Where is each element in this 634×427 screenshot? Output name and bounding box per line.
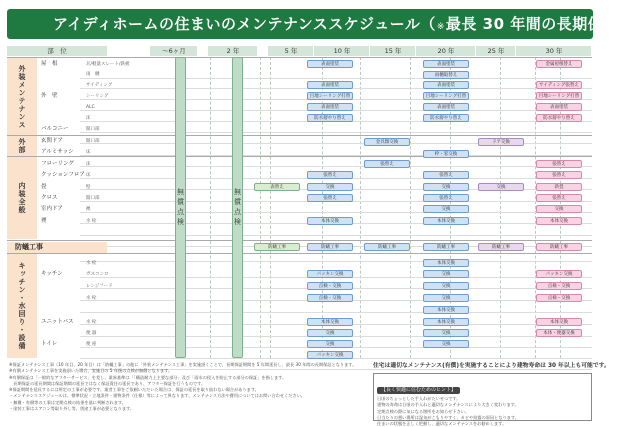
warranty-hints-box	[373, 373, 592, 427]
category-label: 外部	[18, 138, 26, 154]
detail-label: 便 器	[86, 331, 97, 336]
detail-label: 瓦/軽量スレート/鉄板	[86, 62, 130, 67]
task-cell: 本体交換	[423, 306, 469, 314]
header-year-label: 25 年	[487, 47, 505, 55]
subcategory-label: ユニットバス	[41, 319, 74, 325]
task-cell: パッキン交換	[536, 270, 582, 278]
task-cell: 金属屋根替え	[536, 60, 582, 68]
task-cell: 表面塗装	[307, 103, 353, 111]
warranty-hint: 建物の寿命は日頃の手入れと適切なメンテナンスにより大きく変わります。	[377, 402, 519, 408]
detail-label: ガスコンロ	[86, 272, 109, 277]
warranty-hint: 定期点検の際に気になる箇所をお知らせ下さい。	[377, 408, 470, 414]
header-year-label: 5 年	[284, 47, 298, 55]
task-cell: 防水層やり替え	[423, 114, 469, 122]
detail-label: 壁	[86, 185, 91, 190]
warranty-hint: 日頃のちょっとした手入れがたいせつです。	[377, 396, 461, 401]
task-cell: 張替え	[536, 160, 582, 168]
task-cell: 張替え	[536, 171, 582, 179]
termite-category-label: 防蟻工事	[7, 242, 107, 253]
task-cell: 本体・便器交換	[536, 329, 582, 337]
task-cell: 表面塗装	[307, 60, 353, 68]
task-cell: 本体交換	[307, 217, 353, 225]
header-year-label: 20 年	[437, 47, 455, 55]
detail-label: サイディング	[86, 83, 113, 88]
group-divider	[7, 240, 592, 241]
task-cell: 新畳	[536, 183, 582, 191]
subcategory-label: 畳	[41, 184, 47, 190]
task-cell: 表替え	[254, 183, 300, 191]
task-cell: 雨樋取替え	[423, 71, 469, 79]
task-cell: 点検・交換	[536, 282, 582, 290]
task-cell: 点検・交換	[307, 294, 353, 302]
task-cell: 防水層やり替え	[307, 114, 353, 122]
detail-label: 開口部	[86, 139, 100, 144]
task-cell: 点検・交換	[536, 294, 582, 302]
detail-label: 開口部	[86, 127, 100, 132]
task-cell: 防蟻工事	[478, 243, 524, 251]
task-cell: 防蟻工事	[423, 243, 469, 251]
task-cell: 防蟻工事	[307, 243, 353, 251]
subcategory-label: フローリング	[41, 161, 74, 167]
task-cell: 本体交換	[536, 318, 582, 326]
detail-label: 水 栓	[86, 320, 97, 325]
task-cell: 張替え	[423, 171, 469, 179]
subcategory-label: キッチン	[41, 271, 63, 277]
header-year-label: 2 年	[226, 47, 240, 55]
detail-label: 水 栓	[86, 261, 97, 266]
task-cell: 枠・窓交換	[423, 150, 469, 158]
warranty-panel	[373, 362, 610, 427]
category-label: 内装全般	[18, 182, 26, 214]
subcategory-label: 玄関ドア	[41, 138, 63, 144]
header-year-label: 15 年	[384, 47, 402, 55]
task-cell: 張替え	[307, 194, 353, 202]
task-cell: 表面塗装	[423, 103, 469, 111]
footnote: ※保証メンテナンス工事（10 年目、20 年目）は「防蟻工事」の他に「外装メンテナンス工事」を実施頂くことで、長期保証期間を 5 年間延長し、最長 30 年間の長期保証となります。	[9, 362, 357, 367]
footnote: ・塗装工事はエアコン等取り外し等、別途工事が必要となります。	[9, 406, 135, 412]
task-cell: 交換	[423, 183, 469, 191]
detail-label: 水 栓	[86, 296, 97, 301]
task-cell: 交換	[423, 270, 469, 278]
checkup-bar-6-months: 無償点検	[175, 57, 186, 358]
detail-label: 床	[86, 116, 91, 121]
footnotes	[9, 362, 364, 412]
subcategory-label: クロス	[41, 195, 58, 201]
subcategory-label: 外 壁	[41, 93, 58, 99]
task-cell: 交換	[307, 329, 353, 337]
task-cell: 防蟻工事	[536, 243, 582, 251]
table-row	[80, 225, 592, 236]
table-row	[80, 122, 592, 133]
task-cell: 交換	[423, 329, 469, 337]
detail-label: 雨 樋	[86, 72, 100, 77]
category-label: 外装メンテナンス	[18, 64, 26, 129]
subcategory-label: 襖	[41, 218, 47, 224]
warranty-hint: 日当たりの悪い場所は湿気がこもりやすく、カビや結露の原因となります。	[377, 414, 519, 420]
footnote: 長期保証の延長期間は保証期間の延長ではなく保証責任の延長であり、アフター保証を行うものです。	[9, 380, 206, 386]
detail-label: 床	[86, 162, 91, 167]
task-cell: 目地シーリング打替	[536, 92, 582, 100]
subcategory-label: トイレ	[41, 341, 58, 347]
footnote: ・無償・有償等の工事は定期点検の結果を基に判断されます。	[9, 399, 126, 405]
detail-label: ALC	[86, 105, 95, 110]
title-suffix: 最長 30 年間の長期保証）	[445, 15, 634, 33]
task-cell: 本体交換	[423, 318, 469, 326]
footnote: ※有償保証は「一般的なアフターサービス」を差し、業界基準は「「構造耐力上主要な部分」及び「雨水の侵入を防止する部分の保証」を指します。	[9, 374, 287, 380]
task-cell: 表面塗装	[536, 103, 582, 111]
detail-label: 床	[86, 173, 91, 178]
task-cell: 交換	[307, 183, 353, 191]
task-cell: 防蟻工事	[364, 243, 410, 251]
detail-label: 床	[86, 150, 91, 155]
task-cell: 交換	[478, 183, 524, 191]
group-divider	[7, 253, 592, 254]
title-asterisk: ※	[436, 22, 445, 32]
category-label: キッチン・水回り・設備	[18, 262, 26, 350]
footnote: ・メンテナンススケジュールは、標準状況・立地条件・建物条件（仕様）等によって異なります。メンテナンス方法や費用についてはお問い合わせください。	[9, 393, 305, 399]
page-title	[7, 9, 634, 39]
task-cell: 表面塗装	[423, 60, 469, 68]
detail-label: シーリング	[86, 94, 109, 99]
task-cell: 張替え	[364, 160, 410, 168]
task-cell: 交換	[423, 282, 469, 290]
task-cell: 本体交換	[307, 318, 353, 326]
detail-label: レンジフード	[86, 284, 113, 289]
title-prefix: アイディホームの住まいのメンテナンススケジュール（	[53, 15, 436, 33]
task-cell: 交換	[423, 294, 469, 302]
task-cell: 防水層やり替え	[536, 114, 582, 122]
detail-label: 襖	[86, 207, 91, 212]
checkup-bar-2-years: 無償点検	[232, 57, 243, 358]
task-cell: 本体交換	[423, 259, 469, 267]
task-cell: サイディング張替え	[536, 81, 582, 89]
subcategory-label: クッションフロア	[41, 172, 85, 178]
task-cell: 点検・交換	[307, 282, 353, 290]
warranty-hint: 住まいの状態を正しく把握し、適切なメンテナンスをお勧めします。	[377, 421, 507, 427]
task-cell: 目地シーリング打替	[307, 92, 353, 100]
header-year-label: 10 年	[333, 47, 351, 55]
task-cell: 交換	[423, 205, 469, 213]
task-cell: 表面塗装	[423, 81, 469, 89]
header-year-label: 30 年	[545, 47, 563, 55]
task-cell: パッキン交換	[307, 270, 353, 278]
header-year-label: 〜6ヶ月	[162, 47, 186, 55]
table-row	[80, 302, 592, 313]
task-cell: 張替え	[307, 171, 353, 179]
task-cell: 金具類交換	[364, 138, 410, 146]
task-cell: 交換	[307, 340, 353, 348]
task-cell: 交換	[536, 205, 582, 213]
subcategory-label: アルミサッシ	[41, 149, 74, 155]
warranty-title: 住宅は適切なメンテナンス(有償)を実施することにより建物寿命は 30 年以上も可能です。	[373, 363, 610, 369]
warranty-hints-heading: 【長く快適に住むためのヒント】	[377, 387, 460, 394]
detail-label: 水 栓	[86, 219, 97, 224]
detail-label: 便 座	[86, 342, 97, 347]
task-cell: 交換	[423, 340, 469, 348]
group-divider	[7, 57, 592, 58]
task-cell: 防蟻工事	[254, 243, 300, 251]
footnote: ※有償メンテナンス工事を実施頂いた場合、実施日の 5 年後の点検が無償となります。	[9, 368, 173, 374]
footnote: ※保証期間を延長するには所定の工事が必要です。業者工事をご依頼いただいた場合は、保証の延長を取り扱わない場合があります。	[9, 387, 259, 393]
task-cell: パッキン交換	[307, 351, 353, 359]
table-row	[80, 145, 592, 156]
task-cell: 目地シーリング打替	[423, 92, 469, 100]
task-cell: 張替え	[423, 194, 469, 202]
detail-label: 開口部	[86, 196, 100, 201]
subcategory-label: 屋 根	[41, 61, 58, 67]
group-divider	[7, 156, 592, 157]
header-part-label: 部 位	[47, 47, 67, 55]
table-row	[80, 202, 592, 213]
table-row	[80, 156, 592, 167]
task-cell: ドア交換	[478, 138, 524, 146]
task-cell: 張替え	[536, 194, 582, 202]
task-cell: 表面塗装	[307, 81, 353, 89]
subcategory-label: バルコニー	[41, 126, 69, 132]
subcategory-label: 室内ドア	[41, 206, 63, 212]
task-cell: 本体交換	[423, 217, 469, 225]
task-cell: 本体交換	[536, 217, 582, 225]
